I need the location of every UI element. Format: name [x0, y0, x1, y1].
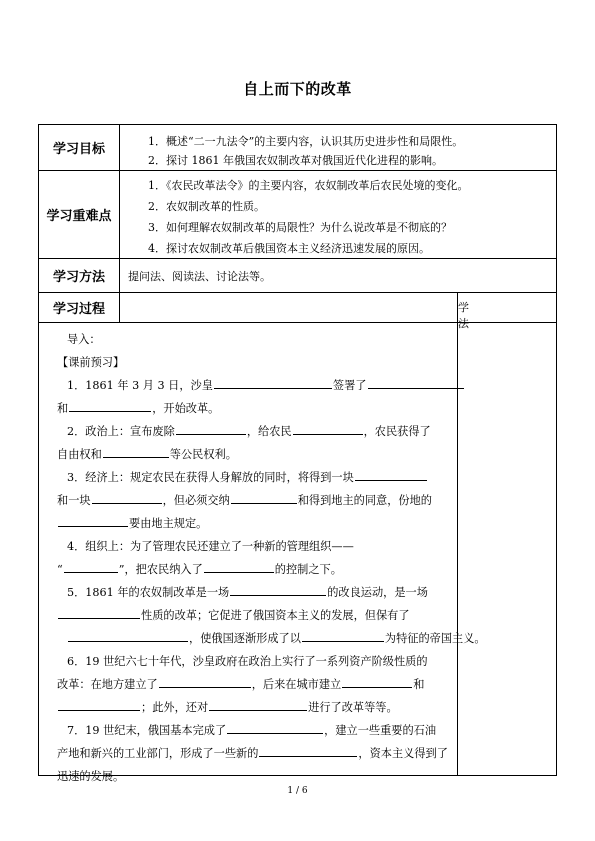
- label-focus: 学习重难点: [39, 171, 120, 258]
- question-3-cont: 和一块 ，但必须交纳 和得到地主的同意，份地的: [57, 494, 432, 507]
- question-7: 7．19 世纪末，俄国基本完成了 ，建立一些重要的石油: [67, 724, 437, 737]
- goal-item: 1．概述“二一九法令”的主要内容，认识其历史进步性和局限性。: [148, 135, 464, 148]
- process-body: [39, 323, 556, 783]
- focus-content: [120, 171, 556, 258]
- question-7-cont2: 迅速的发展。: [57, 770, 125, 783]
- method-content: [120, 259, 556, 292]
- focus-item: 3．如何理解农奴制改革的局限性？为什么说改革是不彻底的？: [148, 221, 452, 234]
- intro-text: 导入：: [67, 333, 101, 346]
- focus-item: 2．农奴制改革的性质。: [148, 200, 265, 213]
- question-4-cont: “ ”，把农民纳入了 的控制之下。: [57, 563, 342, 576]
- goals-content: [120, 125, 556, 170]
- question-7-cont: 产地和新兴的工业部门，形成了一些新的 ，资本主义得到了: [57, 747, 448, 760]
- label-process: 学习过程: [39, 293, 120, 322]
- question-4: 4．组织上：为了管理农民还建立了一种新的管理组织——: [67, 540, 354, 553]
- focus-item: 1．《农民改革法令》的主要内容，农奴制改革后农民处境的变化。: [148, 179, 469, 192]
- preview-heading: 【课前预习】: [57, 356, 125, 369]
- goal-item: 2．探讨 1861 年俄国农奴制改革对俄国近代化进程的影响。: [148, 154, 443, 167]
- focus-item: 4．探讨农奴制改革后俄国资本主义经济迅速发展的原因。: [148, 242, 430, 255]
- question-1: 1．1861 年 3 月 3 日，沙皇 签署了: [67, 377, 507, 393]
- question-6: 6．19 世纪六七十年代，沙皇政府在政治上实行了一系列资产阶级性质的: [67, 655, 428, 668]
- row-process: [39, 293, 556, 323]
- label-method: 学习方法: [39, 259, 120, 292]
- question-3-cont2: 要由地主规定。: [57, 515, 497, 531]
- question-5-cont: 性质的改革；它促进了俄国资本主义的发展，但保有了: [57, 607, 497, 623]
- question-5: 5．1861 年的农奴制改革是一场 的改良运动，是一场: [67, 586, 428, 599]
- row-method: [39, 259, 556, 293]
- lesson-table: [38, 124, 557, 783]
- question-2-cont: 自由权和 等公民权利。: [57, 448, 237, 461]
- question-1-cont: 和 ，开始改革。: [57, 402, 220, 415]
- label-goals: 学习目标: [39, 125, 120, 170]
- row-focus: [39, 171, 556, 259]
- question-6-cont: 改革：在地方建立了 ，后来在城市建立 和: [57, 678, 425, 691]
- page-title: 自上而下的改革: [243, 80, 352, 98]
- page-number: 1 / 6: [287, 786, 308, 796]
- question-3: 3．经济上：规定农民在获得人身解放的同时，将得到一块: [67, 469, 507, 485]
- study-method-column: 学法: [457, 293, 458, 775]
- question-5-cont2: ，使俄国逐渐形成了以 为特征的帝国主义。: [67, 630, 507, 646]
- question-6-cont2: ；此外，还对 进行了改革等等。: [57, 699, 497, 715]
- question-2: 2．政治上：宣布废除 ，给农民 ，农民获得了: [67, 425, 431, 438]
- method-text: 提问法、阅读法、讨论法等。: [128, 270, 271, 283]
- row-goals: [39, 125, 556, 171]
